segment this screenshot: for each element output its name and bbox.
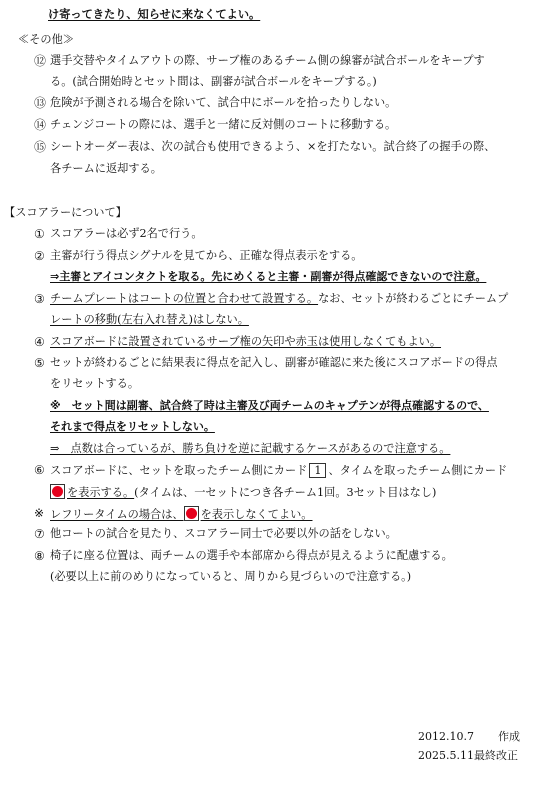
item-number: ⑮ (34, 140, 47, 154)
item-text: セットが終わるごとに結果表に得点を記入し、副審が確認に来た後にスコアボードの得点 (50, 356, 498, 369)
red-dot-icon (186, 508, 197, 519)
item-number: ⑭ (34, 118, 47, 132)
caution-note: ⇒ 点数は合っているが、勝ち負けを逆に記載するケースがあるので注意する。 (50, 442, 451, 455)
item-text: レートの移動(左右入れ替え)はしない。 (50, 313, 249, 326)
created-date: 2012.10.7 (418, 730, 474, 743)
item-text: スコアラーは必ず2名で行う。 (50, 227, 203, 240)
red-dot-card (50, 484, 65, 499)
item-number: ⑤ (34, 356, 45, 370)
plate-instruction: チームプレートはコートの位置と合わせて設置する。 (50, 292, 319, 305)
created-label: 作成 (498, 730, 520, 743)
item-text: スコアボードに設置されているサーブ権の矢印や赤玉は使用しなくてもよい。 (50, 335, 442, 348)
card-instruction: を表示する。 (67, 486, 135, 499)
plate-instruction-rest: なお、セットが終わるごとにチームプ (318, 292, 509, 305)
item-text (50, 463, 507, 478)
referee-time-text: レフリータイムの場合は、 (50, 508, 184, 521)
item-text: 主審が行う得点シグナルを見てから、正確な得点表示をする。 (50, 249, 363, 262)
eye-contact-note: ⇒主審とアイコンタクトを取る。先にめくると主審・副審が得点確認できないので注意。 (50, 270, 487, 283)
note-mark: ※ (34, 506, 45, 520)
item-number: ⑧ (34, 549, 45, 563)
other-heading: ≪その他≫ (18, 33, 74, 46)
top-line: け寄ってきたり、知らせに来なくてよい。 (48, 8, 261, 21)
item-text (50, 484, 436, 500)
item-number: ⑬ (34, 96, 47, 110)
item-text: る。(試合開始時とセット間は、副審が試合ボールをキープする。) (50, 75, 377, 88)
item-text: 選手交替やタイムアウトの際、サーブ権のあるチーム側の線審が試合ボールをキープす (50, 54, 485, 67)
reset-warning: それまで得点をリセットしない。 (50, 420, 215, 433)
item-text: 椅子に座る位置は、両チームの選手や本部席から得点が見えるように配慮する。 (50, 549, 453, 562)
item-number: ③ (34, 292, 45, 306)
revised-label: 最終改正 (474, 749, 518, 762)
item-number: ⑫ (34, 54, 47, 68)
item-text: シートオーダー表は、次の試合も使用できるよう、×を打たない。試合終了の握手の際、 (50, 140, 496, 153)
scorer-heading: 【スコアラーについて】 (4, 206, 127, 219)
referee-time-note (50, 506, 312, 522)
card-instruction: スコアボードに、セットを取ったチーム側にカード (50, 464, 308, 477)
reset-warning: ※ セット間は副審、試合終了時は主審及び両チームのキャプテンが得点確認するので、 (50, 399, 489, 412)
timeout-note: (タイムは、一セットにつき各チーム1回。3セット目はなし) (134, 486, 437, 499)
revised-date: 2025.5.11 (418, 749, 474, 762)
referee-time-text: を表示しなくてよい。 (200, 508, 313, 521)
item-number: ② (34, 249, 45, 263)
item-text: (必要以上に前のめりになっていると、周りから見づらいので注意する。) (50, 570, 412, 583)
item-text: 各チームに返却する。 (50, 162, 162, 175)
red-dot-card (184, 506, 199, 521)
card-number-box: 1 (309, 463, 326, 478)
item-number: ⑦ (34, 527, 45, 541)
item-text: 危険が予測される場合を除いて、試合中にボールを拾ったりしない。 (50, 96, 397, 109)
item-text: をリセットする。 (50, 377, 140, 390)
item-text: チェンジコートの際には、選手と一緒に反対側のコートに移動する。 (50, 118, 397, 131)
item-text (50, 292, 508, 306)
item-number: ① (34, 227, 45, 241)
item-text: 他コートの試合を見たり、スコアラー同士で必要以外の話をしない。 (50, 527, 397, 540)
item-number: ⑥ (34, 463, 45, 477)
item-number: ④ (34, 335, 45, 349)
card-instruction: 、タイムを取ったチーム側にカード (328, 464, 508, 477)
red-dot-icon (52, 486, 63, 497)
